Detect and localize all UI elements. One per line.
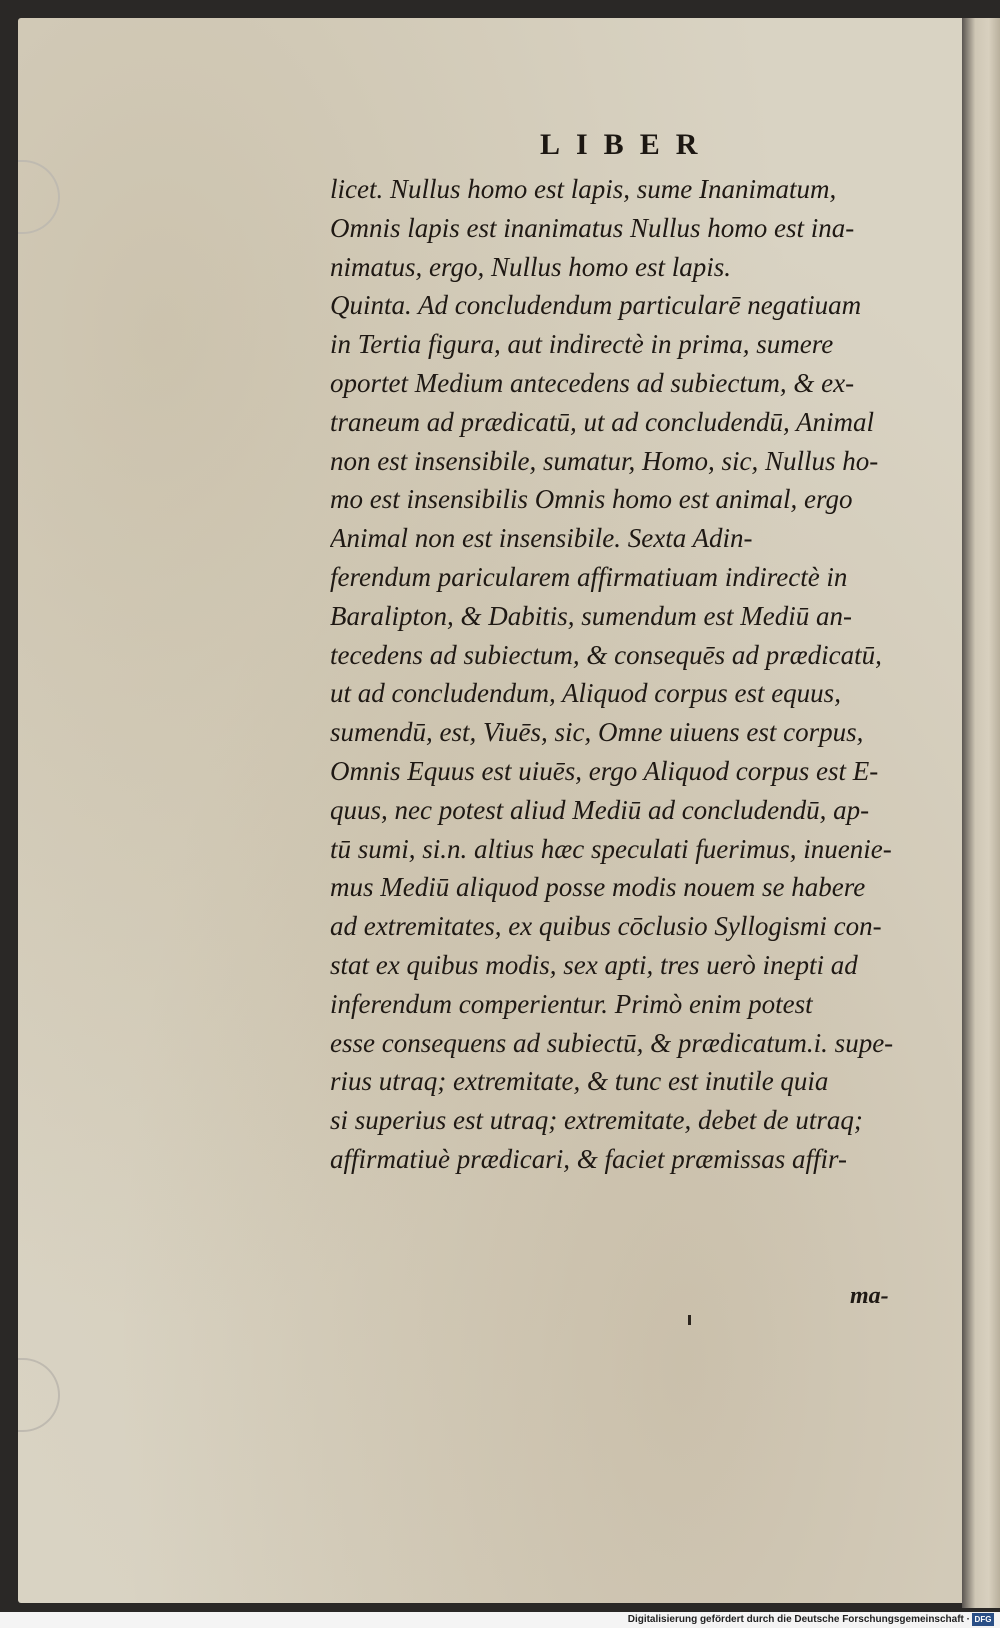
- text-line: in Tertia figura, aut indirectè in prima, sumere: [330, 329, 834, 360]
- text-line: quus, nec potest aliud Mediū ad concludendū, ap-: [330, 794, 870, 825]
- text-line: rius utraq; extremitate, & tunc est inutile quia: [330, 1066, 829, 1097]
- text-line: licet. Nullus homo est lapis, sume Inanimatum,: [330, 174, 837, 204]
- running-header: LIBER: [540, 128, 714, 161]
- printer-mark: [688, 1315, 691, 1325]
- text-line: ad extremitates, ex quibus cōclusio Syllogismi con-: [330, 911, 882, 942]
- text-line: tecedens ad subiectum, & consequēs ad prædicatū,: [330, 639, 882, 670]
- text-line: nimatus, ergo, Nullus homo est lapis.: [330, 251, 732, 282]
- text-line: sumendū, est, Viuēs, sic, Omne uiuens est corpus,: [330, 717, 864, 748]
- text-line: oportet Medium antecedens ad subiectum, & ex-: [330, 367, 855, 398]
- catchword: ma-: [850, 1283, 889, 1309]
- text-line: ferendum paricularem affirmatiuam indirectè in: [330, 561, 848, 592]
- text-line: Quinta. Ad concludendum particularē negatiuam: [330, 290, 862, 321]
- text-line: si superius est utraq; extremitate, debet de utraq;: [330, 1105, 863, 1136]
- text-line: Omnis lapis est inanimatus Nullus homo est ina-: [330, 212, 855, 243]
- text-line: non est insensibile, sumatur, Homo, sic, Nullus ho-: [330, 445, 879, 476]
- binding-hole: [18, 1358, 60, 1432]
- body-text: [330, 170, 940, 1179]
- text-line: Baralipton, & Dabitis, sumendum est Mediū an-: [330, 600, 852, 631]
- facing-page-edge: [962, 18, 1000, 1608]
- text-line: traneum ad prædicatū, ut ad concludendū, Animal: [330, 406, 874, 437]
- text-line: stat ex quibus modis, sex apti, tres uerò inepti ad: [330, 949, 858, 980]
- digitization-credit: Digitalisierung gefördert durch die Deutsche Forschungsgemeinschaft ·: [627, 1614, 970, 1625]
- dfg-logo: DFG: [972, 1613, 994, 1626]
- text-line: mo est insensibilis Omnis homo est animal, ergo: [330, 484, 853, 515]
- text-line: tū sumi, si.n. altius hæc speculati fuerimus, inuenie-: [330, 833, 892, 864]
- text-line: Animal non est insensibile. Sexta Adin-: [330, 523, 753, 554]
- text-line: Omnis Equus est uiuēs, ergo Aliquod corpus est E-: [330, 755, 879, 786]
- binding-hole: [18, 160, 60, 234]
- text-line: esse consequens ad subiectū, & prædicatum.i. supe-: [330, 1027, 894, 1058]
- text-line: affirmatiuè prædicari, & faciet præmissas affir-: [330, 1143, 847, 1174]
- text-line: ut ad concludendum, Aliquod corpus est equus,: [330, 678, 841, 709]
- text-line: inferendum comperientur. Primò enim potest: [330, 988, 813, 1019]
- text-line: mus Mediū aliquod posse modis nouem se habere: [330, 872, 866, 903]
